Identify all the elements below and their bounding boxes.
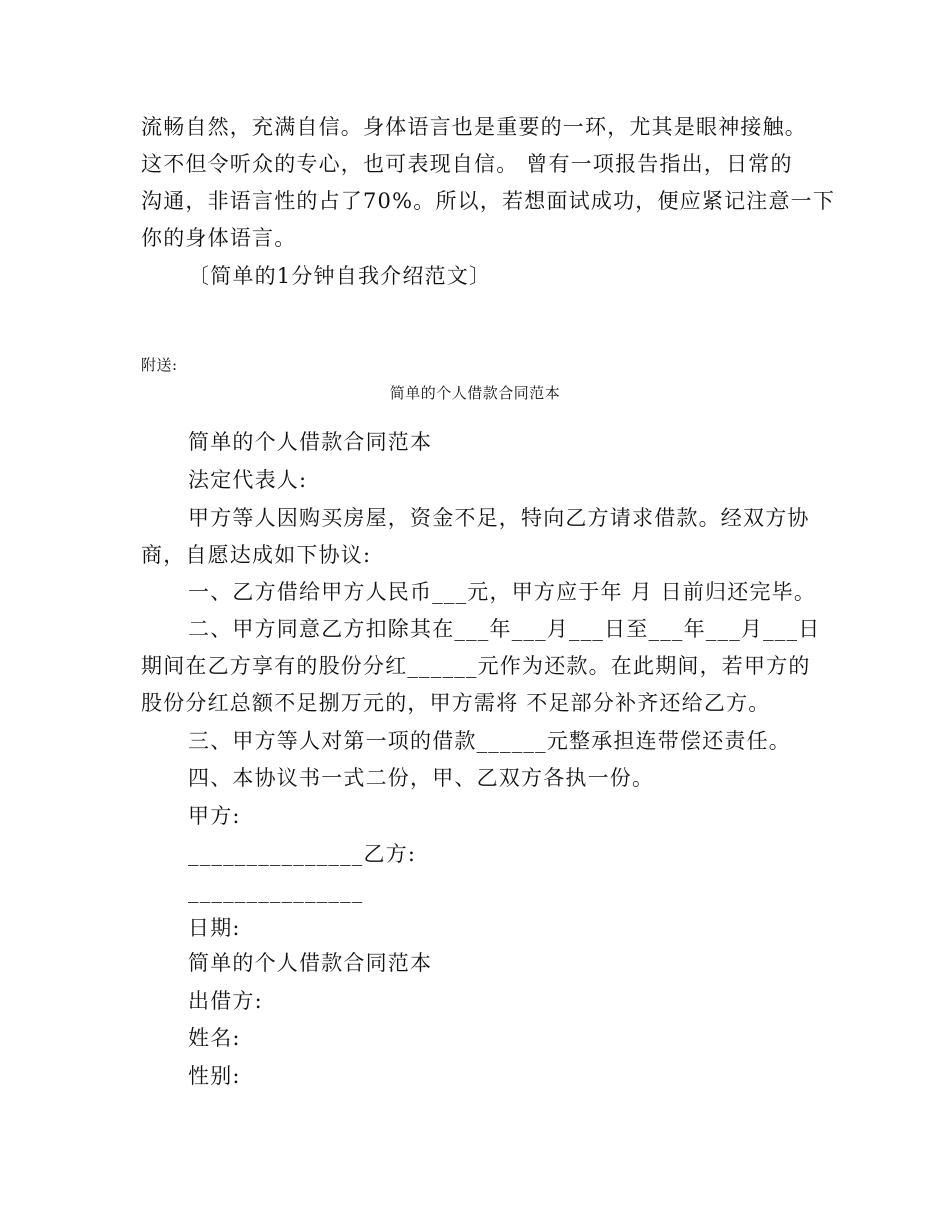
- contract-heading: 简单的个人借款合同范本: [188, 430, 433, 454]
- appendix-label: 附送:: [141, 356, 178, 374]
- clause-2-line-1: 二、甲方同意乙方扣除其在___年___月___日至___年___月___日: [188, 617, 821, 641]
- clause-1: 一、乙方借给甲方人民币___元，甲方应于年 月 日前归还完毕。: [188, 580, 817, 604]
- paragraph-1-line-2: 商，自愿达成如下协议:: [141, 543, 372, 567]
- clause-2-line-2: 期间在乙方享有的股份分红______元作为还款。在此期间，若甲方的: [141, 654, 811, 678]
- appendix-title: 简单的个人借款合同范本: [389, 384, 561, 402]
- intro-line-3: 沟通，非语言性的占了70%。所以，若想面试成功，便应紧记注意一下: [141, 189, 836, 213]
- legal-representative: 法定代表人:: [188, 468, 308, 492]
- intro-line-2: 这不但令听众的专心，也可表现自信。 曾有一项报告指出，日常的: [141, 152, 793, 176]
- intro-line-4: 你的身体语言。: [141, 226, 297, 250]
- signature-line: _______________: [188, 879, 364, 903]
- name-label: 姓名:: [188, 1026, 241, 1050]
- gender-label: 性别:: [188, 1064, 241, 1088]
- reference-title: 〔简单的1分钟自我介绍范文〕: [188, 264, 492, 288]
- clause-4: 四、本协议书一式二份，甲、乙双方各执一份。: [188, 766, 655, 790]
- clause-3: 三、甲方等人对第一项的借款______元整承担连带偿还责任。: [188, 729, 791, 753]
- date-label: 日期:: [188, 916, 241, 940]
- lender-label: 出借方:: [188, 989, 263, 1013]
- signature-line-party-b: _______________乙方:: [188, 842, 417, 866]
- intro-line-1: 流畅自然，充满自信。身体语言也是重要的一环，尤其是眼神接触。: [141, 115, 807, 139]
- contract-heading-2: 简单的个人借款合同范本: [188, 951, 433, 975]
- clause-2-line-3: 股份分红总额不足捌万元的，甲方需将 不足部分补齐还给乙方。: [141, 691, 771, 715]
- party-a-label: 甲方:: [188, 804, 241, 828]
- paragraph-1-line-1: 甲方等人因购买房屋，资金不足，特向乙方请求借款。经双方协: [188, 506, 810, 530]
